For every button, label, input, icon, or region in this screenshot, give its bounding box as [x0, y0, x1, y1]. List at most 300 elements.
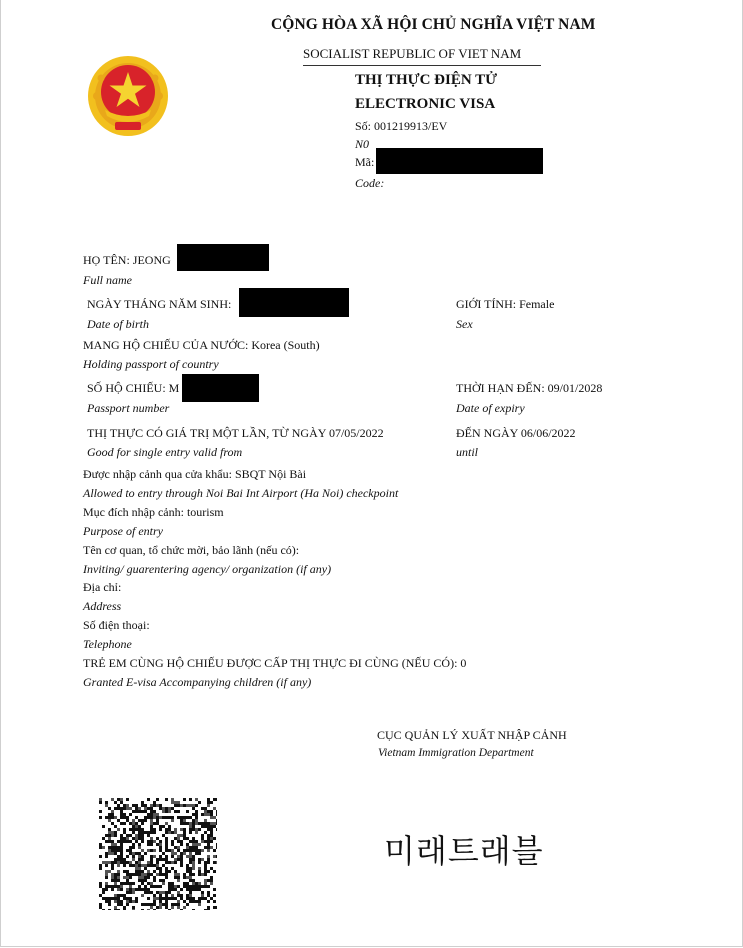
- qr-module: [135, 837, 138, 840]
- qr-module: [171, 882, 174, 885]
- qr-module: [210, 897, 213, 900]
- qr-module: [192, 807, 195, 810]
- qr-module: [213, 822, 216, 825]
- qr-module: [141, 876, 144, 879]
- qr-module: [192, 828, 195, 831]
- qr-module: [159, 873, 162, 876]
- qr-module: [210, 825, 213, 828]
- qr-module: [183, 798, 186, 801]
- qr-module: [162, 807, 165, 810]
- qr-module: [186, 867, 189, 870]
- qr-module: [138, 855, 141, 858]
- qr-module: [120, 810, 123, 813]
- qr-module: [99, 816, 102, 819]
- qr-module: [198, 885, 201, 888]
- qr-module: [201, 873, 204, 876]
- qr-module: [198, 900, 201, 903]
- qr-module: [132, 804, 135, 807]
- qr-module: [102, 891, 105, 894]
- qr-module: [177, 885, 180, 888]
- qr-module: [117, 798, 120, 801]
- qr-module: [162, 873, 165, 876]
- qr-module: [144, 819, 147, 822]
- qr-module: [129, 852, 132, 855]
- qr-module: [183, 828, 186, 831]
- qr-module: [141, 903, 144, 906]
- qr-module: [159, 870, 162, 873]
- qr-module: [123, 861, 126, 864]
- qr-module: [195, 900, 198, 903]
- qr-module: [123, 906, 126, 909]
- qr-module: [195, 885, 198, 888]
- qr-module: [144, 888, 147, 891]
- qr-module: [213, 870, 216, 873]
- qr-module: [171, 819, 174, 822]
- qr-module: [192, 849, 195, 852]
- qr-module: [201, 837, 204, 840]
- qr-module: [153, 864, 156, 867]
- qr-module: [111, 831, 114, 834]
- qr-module: [153, 801, 156, 804]
- qr-module: [168, 810, 171, 813]
- qr-module: [123, 864, 126, 867]
- qr-module: [138, 846, 141, 849]
- qr-module: [132, 837, 135, 840]
- qr-module: [111, 885, 114, 888]
- qr-module: [171, 855, 174, 858]
- until-label: ĐẾN NGÀY 06/06/2022: [456, 426, 576, 440]
- qr-module: [183, 876, 186, 879]
- qr-module: [117, 807, 120, 810]
- qr-module: [108, 846, 111, 849]
- qr-module: [111, 876, 114, 879]
- qr-module: [195, 846, 198, 849]
- qr-module: [141, 879, 144, 882]
- qr-module: [186, 894, 189, 897]
- qr-module: [189, 852, 192, 855]
- qr-module: [183, 837, 186, 840]
- qr-module: [192, 846, 195, 849]
- qr-module: [207, 894, 210, 897]
- qr-module: [153, 879, 156, 882]
- qr-module: [144, 816, 147, 819]
- qr-module: [126, 807, 129, 810]
- qr-module: [114, 882, 117, 885]
- phone-label: Số điện thoại:: [83, 618, 150, 632]
- qr-module: [120, 849, 123, 852]
- qr-module: [198, 852, 201, 855]
- qr-module: [105, 873, 108, 876]
- qr-module: [117, 897, 120, 900]
- qr-module: [171, 801, 174, 804]
- qr-module: [195, 810, 198, 813]
- qr-module: [201, 885, 204, 888]
- qr-module: [153, 870, 156, 873]
- qr-module: [165, 822, 168, 825]
- qr-module: [177, 801, 180, 804]
- qr-module: [150, 828, 153, 831]
- qr-module: [177, 903, 180, 906]
- qr-module: [177, 840, 180, 843]
- qr-module: [165, 840, 168, 843]
- qr-module: [99, 882, 102, 885]
- qr-module: [171, 861, 174, 864]
- qr-module: [174, 852, 177, 855]
- qr-module: [105, 870, 108, 873]
- qr-module: [204, 846, 207, 849]
- qr-module: [162, 864, 165, 867]
- qr-module: [192, 897, 195, 900]
- qr-module: [144, 903, 147, 906]
- qr-module: [201, 822, 204, 825]
- passport-country-en: Holding passport of country: [83, 357, 219, 371]
- qr-module: [108, 909, 111, 910]
- qr-module: [153, 828, 156, 831]
- qr-module: [117, 909, 120, 910]
- qr-module: [180, 888, 183, 891]
- qr-module: [174, 828, 177, 831]
- qr-module: [213, 825, 216, 828]
- qr-module: [183, 900, 186, 903]
- qr-module: [183, 882, 186, 885]
- qr-module: [186, 804, 189, 807]
- qr-module: [207, 834, 210, 837]
- qr-module: [114, 849, 117, 852]
- qr-module: [159, 900, 162, 903]
- qr-module: [180, 834, 183, 837]
- qr-module: [180, 852, 183, 855]
- qr-module: [123, 822, 126, 825]
- qr-module: [120, 858, 123, 861]
- qr-module: [210, 810, 213, 813]
- qr-module: [138, 852, 141, 855]
- qr-module: [111, 849, 114, 852]
- qr-module: [183, 804, 186, 807]
- qr-module: [120, 903, 123, 906]
- qr-module: [138, 876, 141, 879]
- qr-module: [189, 879, 192, 882]
- qr-module: [207, 837, 210, 840]
- qr-module: [207, 810, 210, 813]
- qr-module: [105, 885, 108, 888]
- qr-module: [126, 882, 129, 885]
- qr-module: [132, 873, 135, 876]
- qr-module: [216, 819, 217, 822]
- qr-module: [129, 813, 132, 816]
- qr-module: [183, 816, 186, 819]
- qr-module: [153, 831, 156, 834]
- qr-module: [117, 864, 120, 867]
- qr-module: [141, 804, 144, 807]
- qr-module: [207, 879, 210, 882]
- qr-module: [204, 831, 207, 834]
- qr-module: [153, 876, 156, 879]
- qr-module: [192, 864, 195, 867]
- qr-module: [117, 849, 120, 852]
- qr-module: [180, 816, 183, 819]
- qr-module: [135, 852, 138, 855]
- qr-module: [159, 894, 162, 897]
- qr-module: [189, 816, 192, 819]
- qr-module: [123, 897, 126, 900]
- qr-module: [189, 870, 192, 873]
- qr-module: [138, 861, 141, 864]
- qr-module: [129, 876, 132, 879]
- qr-module: [138, 879, 141, 882]
- qr-module: [168, 828, 171, 831]
- qr-module: [207, 855, 210, 858]
- qr-module: [195, 804, 198, 807]
- qr-module: [216, 810, 217, 813]
- qr-module: [147, 807, 150, 810]
- no-label: N0: [355, 137, 370, 151]
- qr-module: [174, 846, 177, 849]
- qr-module: [159, 849, 162, 852]
- qr-module: [123, 804, 126, 807]
- qr-module: [210, 816, 213, 819]
- qr-module: [174, 837, 177, 840]
- qr-module: [138, 885, 141, 888]
- qr-module: [141, 849, 144, 852]
- qr-module: [156, 837, 159, 840]
- qr-module: [147, 816, 150, 819]
- qr-module: [177, 846, 180, 849]
- qr-module: [174, 804, 177, 807]
- qr-module: [108, 849, 111, 852]
- qr-module: [156, 819, 159, 822]
- qr-module: [141, 873, 144, 876]
- qr-module: [141, 909, 144, 910]
- qr-module: [150, 903, 153, 906]
- qr-module: [165, 843, 168, 846]
- qr-module: [198, 873, 201, 876]
- qr-module: [165, 906, 168, 909]
- qr-module: [213, 900, 216, 903]
- qr-module: [150, 864, 153, 867]
- qr-module: [198, 849, 201, 852]
- qr-module: [99, 846, 102, 849]
- qr-module: [183, 834, 186, 837]
- qr-module: [159, 825, 162, 828]
- qr-module: [141, 855, 144, 858]
- country-name-en: SOCIALIST REPUBLIC OF VIET NAM: [303, 46, 522, 61]
- qr-module: [210, 831, 213, 834]
- qr-module: [186, 876, 189, 879]
- qr-module: [129, 840, 132, 843]
- qr-module: [135, 870, 138, 873]
- qr-module: [123, 858, 126, 861]
- qr-module: [132, 825, 135, 828]
- qr-module: [156, 885, 159, 888]
- qr-module: [144, 831, 147, 834]
- qr-module: [201, 825, 204, 828]
- qr-module: [117, 903, 120, 906]
- qr-module: [147, 861, 150, 864]
- qr-module: [120, 894, 123, 897]
- qr-module: [150, 831, 153, 834]
- qr-module: [195, 822, 198, 825]
- passport-redaction: [182, 374, 259, 402]
- qr-module: [165, 849, 168, 852]
- qr-module: [141, 837, 144, 840]
- qr-module: [174, 897, 177, 900]
- qr-module: [168, 831, 171, 834]
- qr-module: [147, 831, 150, 834]
- qr-module: [159, 843, 162, 846]
- valid-from-label: THỊ THỰC CÓ GIÁ TRỊ MỘT LẦN, TỪ NGÀY 07/05/2022: [87, 426, 384, 440]
- qr-module: [180, 843, 183, 846]
- qr-module: [141, 864, 144, 867]
- qr-module: [129, 849, 132, 852]
- qr-module: [171, 903, 174, 906]
- qr-module: [186, 897, 189, 900]
- qr-module: [153, 840, 156, 843]
- qr-module: [159, 840, 162, 843]
- qr-module: [111, 864, 114, 867]
- qr-module: [150, 816, 153, 819]
- qr-module: [144, 810, 147, 813]
- qr-module: [180, 864, 183, 867]
- qr-module: [135, 897, 138, 900]
- qr-module: [210, 837, 213, 840]
- qr-module: [171, 807, 174, 810]
- qr-module: [156, 858, 159, 861]
- qr-module: [213, 798, 216, 801]
- visa-title-en: ELECTRONIC VISA: [355, 96, 496, 112]
- qr-module: [132, 843, 135, 846]
- qr-module: [198, 861, 201, 864]
- qr-module: [132, 882, 135, 885]
- qr-module: [192, 822, 195, 825]
- qr-module: [207, 858, 210, 861]
- qr-module: [147, 903, 150, 906]
- qr-module: [207, 906, 210, 909]
- qr-module: [105, 801, 108, 804]
- entry-port-label: Được nhập cảnh qua cửa khẩu: SBQT Nội Bài: [83, 467, 307, 481]
- children-label: TRẺ EM CÙNG HỘ CHIẾU ĐƯỢC CẤP THỊ THỰC ĐI CÙNG (NẾU CÓ): 0: [83, 656, 467, 670]
- qr-module: [192, 855, 195, 858]
- qr-module: [138, 858, 141, 861]
- qr-module: [213, 816, 216, 819]
- qr-module: [156, 906, 159, 909]
- qr-module: [126, 855, 129, 858]
- qr-module: [114, 906, 117, 909]
- qr-module: [204, 873, 207, 876]
- qr-module: [111, 897, 114, 900]
- qr-module: [117, 879, 120, 882]
- qr-module: [114, 858, 117, 861]
- qr-module: [189, 894, 192, 897]
- qr-module: [213, 807, 216, 810]
- qr-module: [147, 870, 150, 873]
- qr-module: [162, 891, 165, 894]
- qr-module: [135, 822, 138, 825]
- qr-module: [156, 864, 159, 867]
- qr-module: [129, 888, 132, 891]
- qr-module: [204, 861, 207, 864]
- qr-module: [162, 858, 165, 861]
- qr-module: [189, 825, 192, 828]
- qr-module: [120, 798, 123, 801]
- qr-module: [195, 798, 198, 801]
- qr-module: [123, 807, 126, 810]
- qr-module: [108, 861, 111, 864]
- qr-module: [108, 885, 111, 888]
- qr-module: [216, 813, 217, 816]
- qr-module: [192, 858, 195, 861]
- qr-module: [108, 903, 111, 906]
- qr-module: [159, 885, 162, 888]
- qr-module: [162, 882, 165, 885]
- qr-module: [192, 909, 195, 910]
- qr-module: [183, 819, 186, 822]
- qr-module: [108, 831, 111, 834]
- qr-module: [174, 858, 177, 861]
- until-en: until: [456, 445, 479, 459]
- vietnam-emblem-icon: [85, 56, 171, 140]
- qr-module: [105, 816, 108, 819]
- qr-module: [207, 828, 210, 831]
- qr-module: [180, 909, 183, 910]
- qr-module: [159, 867, 162, 870]
- qr-module: [114, 873, 117, 876]
- qr-module: [159, 903, 162, 906]
- qr-module: [186, 885, 189, 888]
- qr-module: [189, 855, 192, 858]
- entry-port-en: Allowed to entry through Noi Bai Int Airport (Ha Noi) checkpoint: [83, 486, 399, 500]
- qr-module: [129, 864, 132, 867]
- qr-module: [198, 828, 201, 831]
- qr-module: [108, 819, 111, 822]
- qr-module: [147, 834, 150, 837]
- qr-module: [195, 819, 198, 822]
- qr-module: [153, 897, 156, 900]
- qr-module: [111, 798, 114, 801]
- qr-module: [150, 849, 153, 852]
- qr-module: [144, 876, 147, 879]
- qr-module: [201, 894, 204, 897]
- qr-module: [210, 867, 213, 870]
- qr-module: [198, 867, 201, 870]
- qr-module: [171, 888, 174, 891]
- qr-module: [153, 849, 156, 852]
- qr-module: [165, 894, 168, 897]
- qr-module: [204, 897, 207, 900]
- qr-module: [216, 822, 217, 825]
- qr-module: [126, 876, 129, 879]
- qr-module: [159, 897, 162, 900]
- qr-module: [174, 888, 177, 891]
- qr-module: [207, 822, 210, 825]
- qr-module: [126, 819, 129, 822]
- qr-module: [138, 834, 141, 837]
- qr-module: [189, 804, 192, 807]
- qr-module: [138, 807, 141, 810]
- qr-module: [135, 864, 138, 867]
- qr-module: [120, 807, 123, 810]
- qr-module: [117, 804, 120, 807]
- qr-module: [162, 834, 165, 837]
- qr-module: [165, 870, 168, 873]
- qr-module: [129, 828, 132, 831]
- qr-module: [156, 822, 159, 825]
- qr-module: [186, 882, 189, 885]
- qr-module: [216, 828, 217, 831]
- qr-module: [177, 879, 180, 882]
- qr-module: [165, 855, 168, 858]
- qr-module: [126, 816, 129, 819]
- qr-module: [165, 807, 168, 810]
